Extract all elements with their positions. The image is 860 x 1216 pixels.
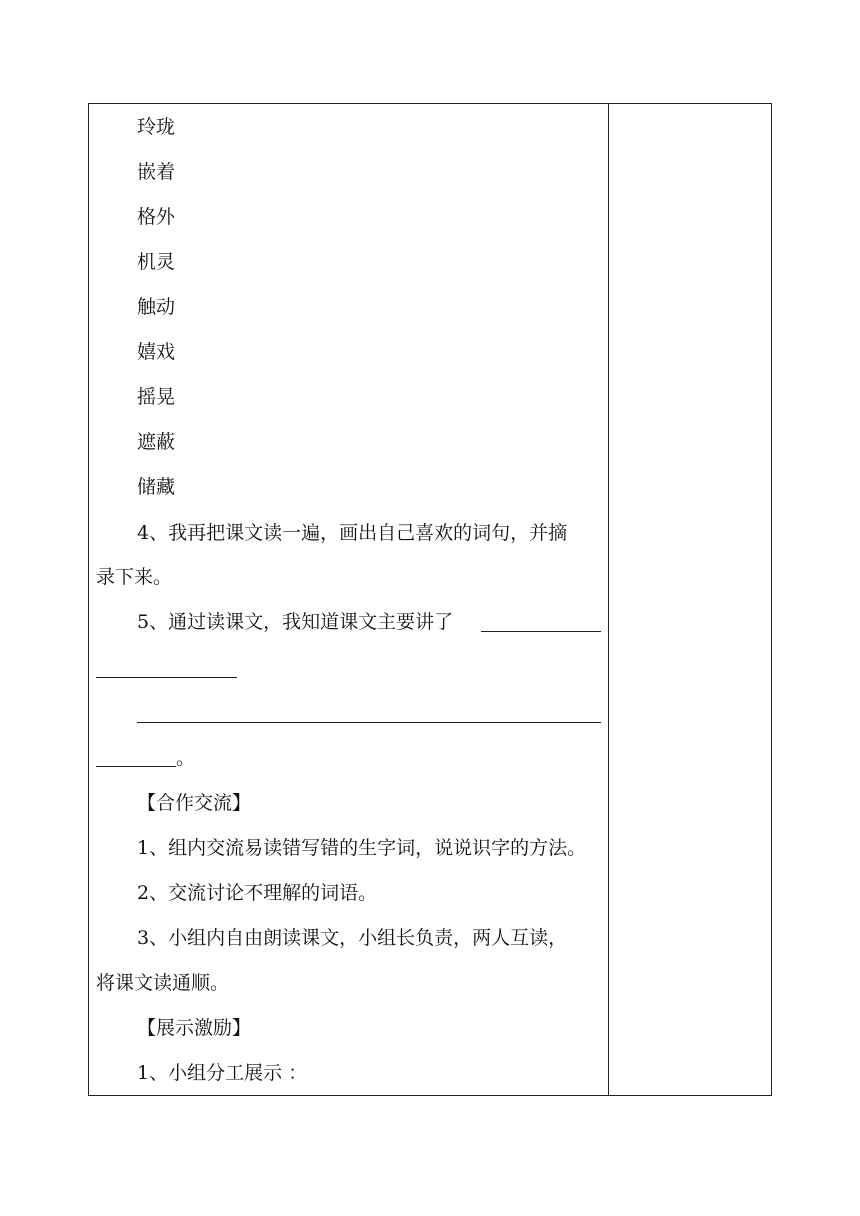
answer-blank[interactable] [96,766,176,767]
coop-item-1: 1、组内交流易读错写错的生字词，说说识字的方法。 [137,837,587,859]
answer-blank[interactable] [481,631,601,632]
coop-item-3-line1: 3、小组内自由朗读课文，小组长负责，两人互读， [137,927,568,949]
vocab-item: 玲珑 [137,116,176,138]
answer-blank[interactable] [96,677,237,678]
vocab-item: 格外 [137,206,176,228]
question-4-line1: 4、我再把课文读一遍，画出自己喜欢的词句，并摘 [137,522,568,544]
vocab-item: 遮蔽 [137,431,176,453]
vocab-item: 机灵 [137,251,176,273]
coop-item-3-line2: 将课文读通顺。 [96,972,230,994]
question-5-line1: 5、通过读课文，我知道课文主要讲了 [137,611,454,633]
vocab-item: 嵌着 [137,161,176,183]
vocab-item: 触动 [137,296,176,318]
vocab-item: 嬉戏 [137,341,176,363]
show-item-1: 1、小组分工展示 ： [137,1062,308,1084]
coop-item-2: 2、交流讨论不理解的词语。 [137,882,378,904]
vocab-item: 储藏 [137,476,176,498]
section-heading-coop: 【合作交流】 [137,792,252,814]
answer-blank[interactable] [137,722,601,723]
section-heading-show: 【展示激励】 [137,1017,252,1039]
column-divider [608,103,609,1096]
question-4-line2: 录下来。 [96,566,173,588]
vocab-item: 摇晃 [137,386,176,408]
question-5-end-mark: 。 [176,747,196,769]
